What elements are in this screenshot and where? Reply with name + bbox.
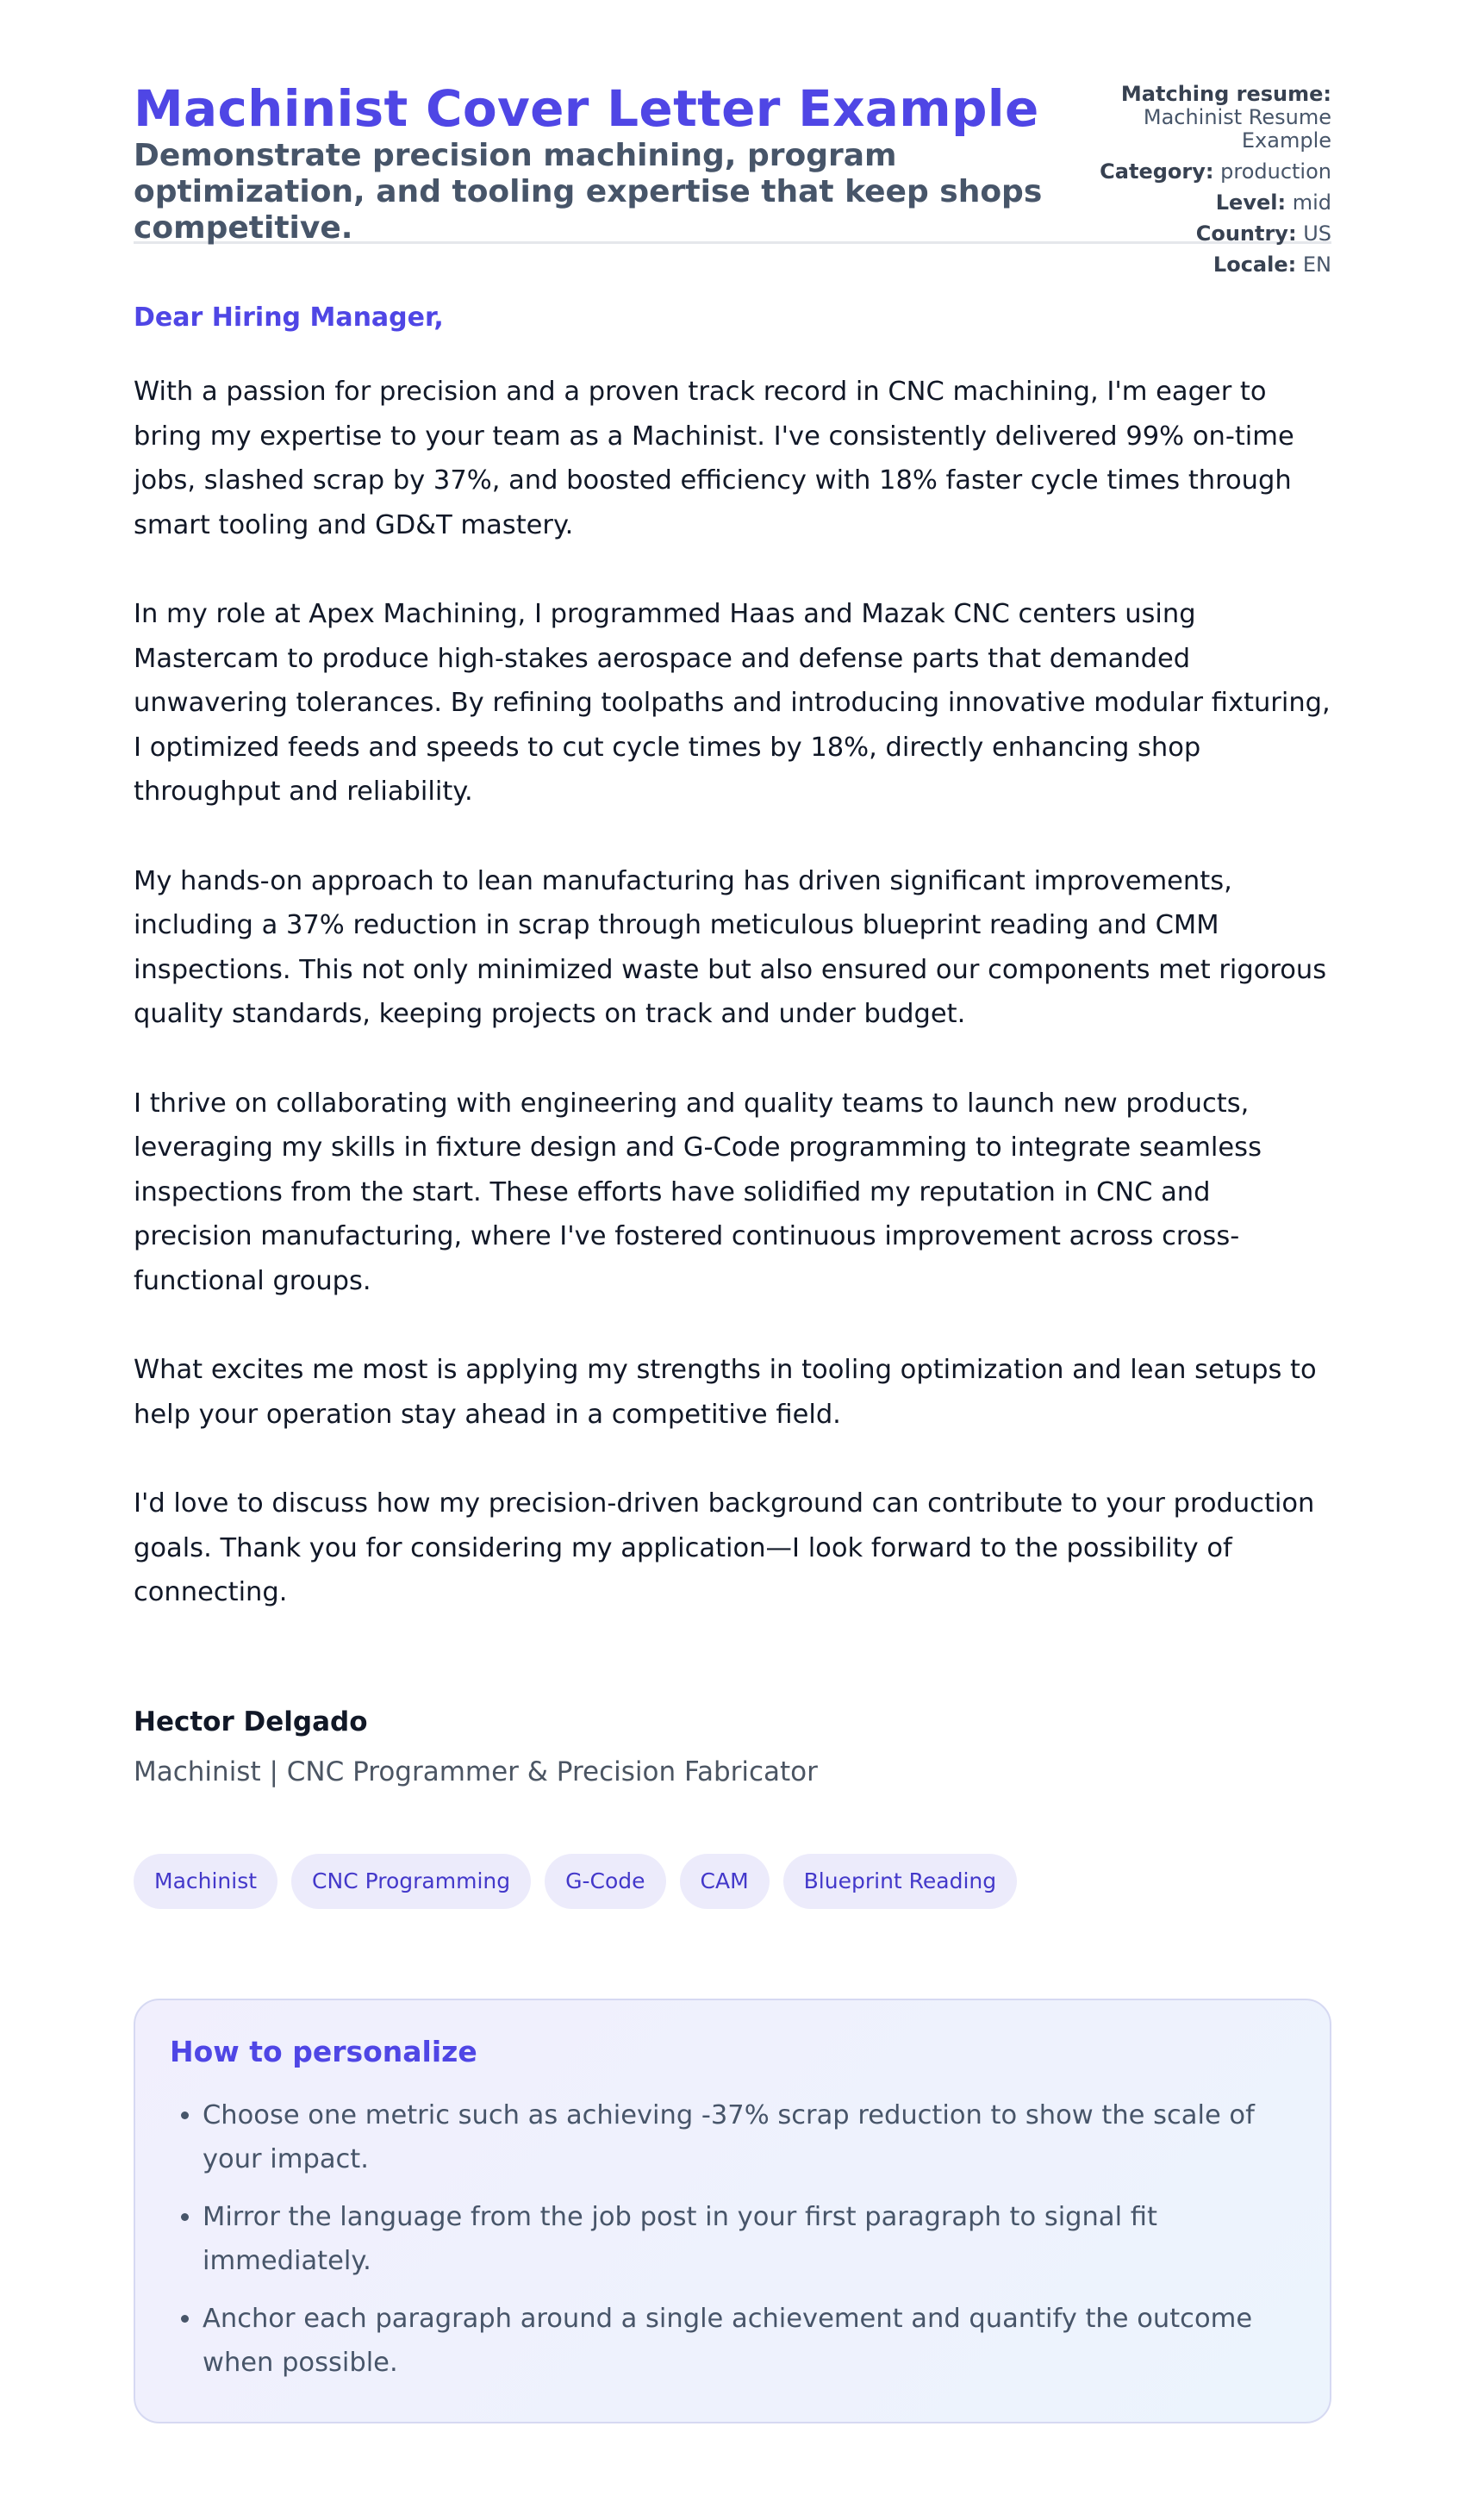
country-row [1056,222,1331,246]
page-title: Machinist Cover Letter Example [134,79,1039,138]
matching-resume-row [1056,83,1331,153]
skill-tags [134,1854,1331,1909]
matching-resume-value[interactable]: Machinist Resume Example [1143,105,1331,153]
category-label: Category: [1100,159,1214,184]
letter-body [134,244,1331,1788]
matching-resume-label: Matching resume: [1120,82,1331,106]
letter-paragraph: I'd love to discuss how my precision-driven background can contribute to your production goals. Thank you for considering my application—I look forward to the possibility of connecting. [134,1488,1315,1607]
locale-label: Locale: [1213,253,1297,277]
level-row [1056,191,1331,215]
country-label: Country: [1195,221,1297,246]
letter-paragraph: I thrive on collaborating with engineering and quality teams to launch new products, leveraging my skills in fixture design and G-Code programming to integrate seamless inspections from the start. These efforts have solidified my reputation in CNC and precision manufacturing, where I've fostered continuous improvement across cross-functional groups. [134,1088,1262,1296]
country-value: US [1303,221,1331,246]
tips-list [170,2093,1295,2386]
page-header [134,0,1331,277]
letter-paragraph: In my role at Apex Machining, I programmed Haas and Mazak CNC centers using Mastercam to produce high-stakes aerospace and defense parts that demanded unwavering tolerances. By refining toolpaths and introducing innovative modular fixturing, I optimized feeds and speeds to cut cycle times by 18%, directly enhancing shop throughput and reliability. [134,599,1331,807]
level-value: mid [1292,190,1331,215]
letter-paragraph: With a passion for precision and a proven track record in CNC machining, I'm eager to bring my expertise to your team as a Machinist. I've consistently delivered 99% on-time jobs, slashed scrap by 37%, and boosted efficiency with 18% faster cycle times through smart tooling and GD&T mastery. [134,377,1294,540]
locale-row [1056,253,1331,277]
tip-item: • Mirror the language from the job post in your first paragraph to signal fit immediately. [203,2195,1295,2284]
signature-name: Hector Delgado [134,1706,368,1737]
tag-g-code[interactable]: G-Code [545,1854,665,1909]
metadata-panel [1056,83,1331,284]
tag-blueprint-reading[interactable]: Blueprint Reading [783,1854,1018,1909]
page-subtitle: Demonstrate precision machining, program optimization, and tooling expertise that keep shops competitive. [134,138,1043,246]
letter-paragraph: My hands-on approach to lean manufacturing has driven significant improvements, including a 37% reduction in scrap through meticulous blueprint reading and CMM inspections. This not only minimized waste but also ensured our components met rigorous quality standards, keeping projects on track and under budget. [134,865,1327,1029]
tag-cnc-programming[interactable]: CNC Programming [291,1854,531,1909]
tips-title: How to personalize [170,2034,477,2068]
tip-item: • Anchor each paragraph around a single achievement and quantify the outcome when possible. [203,2297,1295,2386]
signature-title: Machinist | CNC Programmer & Precision Fabricator [134,1756,818,1787]
level-label: Level: [1215,190,1287,215]
category-value: production [1220,159,1331,184]
tip-item: • Choose one metric such as achieving -37% scrap reduction to show the scale of your impact. [203,2093,1295,2182]
salutation: Dear Hiring Manager, [134,303,444,333]
tag-cam[interactable]: CAM [680,1854,770,1909]
tag-machinist[interactable]: Machinist [134,1854,277,1909]
locale-value: EN [1302,253,1331,277]
letter-paragraph: What excites me most is applying my strengths in tooling optimization and lean setups to help your operation stay ahead in a competitive field. [134,1355,1317,1430]
category-row [1056,160,1331,184]
personalize-tips-box [134,1999,1331,2423]
signature-block [134,1706,1331,1788]
